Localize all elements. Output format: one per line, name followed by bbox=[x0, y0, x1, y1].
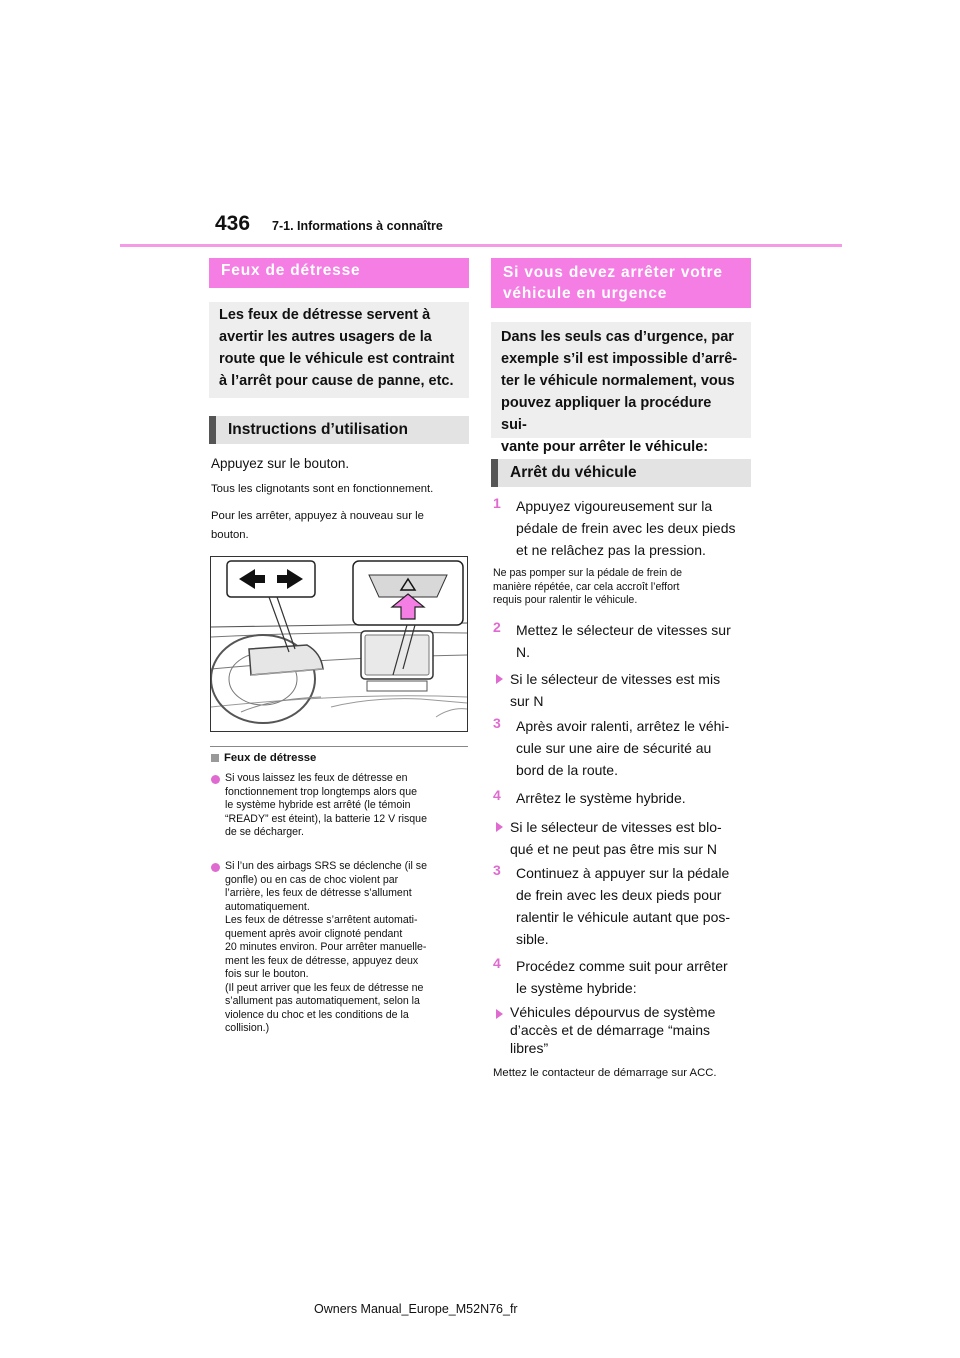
press-button-text: Appuyez sur le bouton. bbox=[211, 456, 350, 471]
to-stop-line: bouton. bbox=[211, 529, 249, 541]
step-1 bbox=[493, 495, 753, 563]
bullet-dot-icon bbox=[211, 775, 220, 784]
note-item-text: Si l’un des airbags SRS se déclenche (il se gonfle) ou en cas de choc violent par l’arrière, les feux de détresse s’allument automatiquement. Les feux de détresse s’arrêtent automati- quement après avoir clignoté pendant 20 minutes environ. Pour arrêter manuelle- ment les feux de détresse, appuyez deux fois sur le bouton. (Il peut arriver que les feux de détresse ne s’allument pas automatiquement, selon la violence du choc et les conditions de la collision.) bbox=[225, 860, 427, 1034]
emergency-intro-box: Dans les seuls cas d’urgence, par exemple s’il est impossible d’arrê- ter le véhicule normalement, vous pouvez appliquer la procédure sui- vante pour arrêter le véhicule: bbox=[491, 322, 751, 438]
to-stop-line: Pour les arrêter, appuyez à nouveau sur le bbox=[211, 510, 424, 522]
header-divider bbox=[120, 244, 842, 247]
dashboard-illustration bbox=[210, 556, 468, 732]
step-number: 3 bbox=[493, 715, 501, 731]
condition-c bbox=[496, 1003, 756, 1063]
step-3b bbox=[493, 862, 753, 952]
step-4b bbox=[493, 955, 753, 1001]
stop-vehicle-heading: Arrêt du véhicule bbox=[491, 459, 751, 487]
condition-a bbox=[496, 668, 756, 714]
emergency-title-line: Si vous devez arrêter votre bbox=[503, 264, 723, 281]
intro-line: avertir les autres usagers de la bbox=[219, 329, 432, 345]
hazard-intro-box bbox=[209, 302, 469, 398]
condition-b bbox=[496, 816, 756, 862]
step-number: 3 bbox=[493, 862, 501, 878]
note-title: Feux de détresse bbox=[224, 752, 317, 764]
step-text: Procédez comme suit pour arrêter le système hybride: bbox=[516, 958, 728, 996]
bullet-dot-icon bbox=[211, 863, 220, 872]
step-text: Appuyez vigoureusement sur la pédale de frein avec les deux pieds et ne relâchez pas la pression. bbox=[516, 498, 736, 558]
step-text: Continuez à appuyer sur la pédale de frein avec les deux pieds pour ralentir le véhicule autant que pos- sible. bbox=[516, 865, 731, 947]
step-3a bbox=[493, 715, 753, 783]
condition-text: Véhicules dépourvus de système d’accès et de démarrage “mains libres” bbox=[510, 1004, 716, 1056]
step-text: Mettez le sélecteur de vitesses sur N. bbox=[516, 622, 731, 660]
intro-line: Les feux de détresse servent à bbox=[219, 307, 431, 323]
emergency-section-title bbox=[491, 258, 751, 308]
intro-line: à l’arrêt pour cause de panne, etc. bbox=[219, 373, 454, 389]
step-number: 4 bbox=[493, 787, 501, 803]
triangle-right-icon bbox=[496, 822, 503, 832]
intro-line: route que le véhicule est contraint bbox=[219, 351, 455, 367]
note-divider bbox=[210, 746, 468, 747]
footer-document-id: Owners Manual_Europe_M52N76_fr bbox=[314, 1302, 518, 1316]
acc-note: Mettez le contacteur de démarrage sur ACC. bbox=[493, 1067, 717, 1079]
step-4a bbox=[493, 787, 753, 809]
instructions-heading: Instructions d’utilisation bbox=[209, 416, 469, 444]
step-2 bbox=[493, 619, 753, 665]
step-text: Après avoir ralenti, arrêtez le véhi- cule sur une aire de sécurité au bord de la route. bbox=[516, 718, 730, 778]
page-number: 436 bbox=[215, 212, 251, 235]
condition-text: Si le sélecteur de vitesses est blo- qué et ne peut pas être mis sur N bbox=[510, 819, 722, 857]
chapter-title: 7-1. Informations à connaître bbox=[272, 219, 443, 233]
note-item-text: Si vous laissez les feux de détresse en fonctionnement trop longtemps alors que le système hybride est arrêté (le témoin “READY” est éteint), la batterie 12 V risque de se décharger. bbox=[225, 772, 427, 838]
triangle-right-icon bbox=[496, 1009, 503, 1019]
to-stop-text bbox=[211, 507, 424, 545]
step-number: 2 bbox=[493, 619, 501, 635]
triangle-right-icon bbox=[496, 674, 503, 684]
condition-text: Si le sélecteur de vitesses est mis sur N bbox=[510, 671, 721, 709]
step-number: 4 bbox=[493, 955, 501, 971]
square-bullet-icon bbox=[211, 754, 219, 762]
dashboard-drawing bbox=[211, 557, 467, 731]
step-number: 1 bbox=[493, 495, 501, 511]
emergency-title-line: véhicule en urgence bbox=[503, 285, 668, 302]
hazard-section-title: Feux de détresse bbox=[209, 258, 469, 288]
step1-note: Ne pas pomper sur la pédale de frein de manière répétée, car cela accroît l’effort requis pour ralentir le véhicule. bbox=[493, 567, 683, 606]
all-signals-text: Tous les clignotants sont en fonctionnement. bbox=[211, 483, 434, 495]
step-text: Arrêtez le système hybride. bbox=[516, 790, 686, 806]
